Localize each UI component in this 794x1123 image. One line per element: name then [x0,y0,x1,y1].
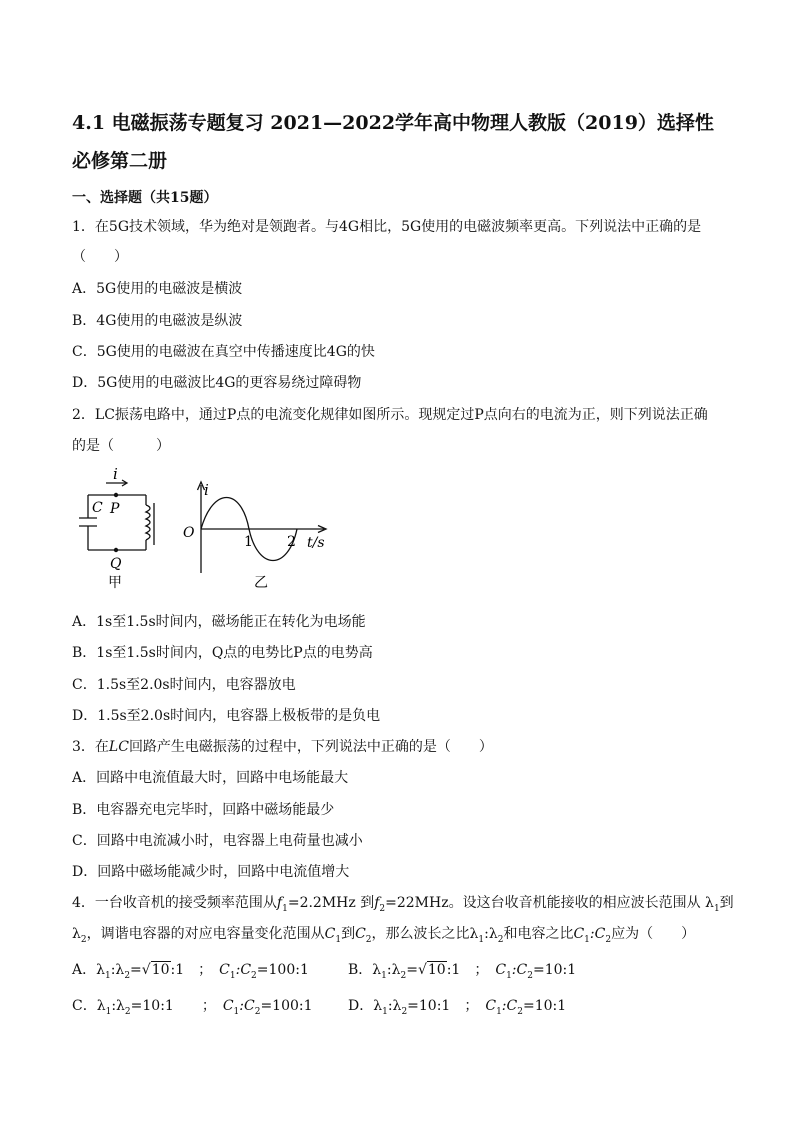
q4-opt-text: A．λ [72,962,105,978]
q3-option-a: A．回路中电流值最大时，回路中电场能最大 [72,770,349,786]
q4-c: C [219,962,230,978]
q4-opt-text: =10:1 ； [407,998,472,1014]
q4-c: :C [501,998,518,1014]
q4-opt-text: = [406,962,418,978]
q4-option-b: B．$\lambda_1:\lambda_2=√10:1$ ； $C_1:C_2=10:1$ [348,962,577,981]
q4-sub: 2 [251,970,257,981]
q4-opt-text: =10:1 [532,962,577,978]
q4-opt-text: =100:1 [256,962,309,978]
q3-option-b: B．电容器充电完毕时，回路中磁场能最少 [72,802,335,818]
q4-opt-text: :λ [386,962,401,978]
q3-option-d: D．回路中磁场能减少时，回路中电流值增大 [72,864,350,880]
q4-option-a: A．$\lambda_1:\lambda_2=√10:1$ ； $C_1:C_2=100:1$ [72,962,309,981]
q4-sub: 2 [401,1006,408,1017]
current-time-graph [198,482,327,573]
q2-figure [66,465,346,595]
q4-c: :C [511,962,528,978]
point-q [114,548,118,552]
q4-sub: 2 [497,934,504,945]
axis-i-label: i [204,481,209,499]
q2-stem-line1: 2．LC振荡电路中，通过P点的电流变化规律如图所示。现规定过P点向右的电流为正，则下列说法正确 [72,407,708,423]
q4-sub: 2 [517,1006,523,1017]
q4-opt-text: B．λ [348,962,382,978]
q1-option-a: A．5G使用的电磁波是横波 [72,281,243,297]
q4-c: C [222,998,234,1014]
capacitor-label: C [92,500,103,516]
q4-sub: 1 [478,934,485,945]
q4-opt-text: =10:1 [522,998,567,1014]
q4-sub: 2 [254,1006,261,1017]
q4-sub: 1 [496,1006,502,1017]
q4-sqrt: 10 [427,962,446,978]
q3-stem-prefix: 3．在 [72,739,109,755]
section-heading: 一、选择题（共15题） [72,190,218,206]
q4-c: :C [235,962,252,978]
q1-stem-line2: （ ） [72,249,128,265]
caption-jia: 甲 [108,575,122,591]
q4-sub: 1 [381,970,387,981]
q2-option-b: B．1s至1.5s时间内，Q点的电势比P点的电势高 [72,645,373,661]
q4-sub: 1 [105,1006,112,1017]
q4-sub: 2 [124,970,131,981]
q4-sub: 2 [124,1006,131,1017]
q4-f2: f [374,895,380,911]
q4-text: λ [72,926,81,942]
q4-opt-text: :λ [111,998,125,1014]
q4-text: =22MHz。设这台收音机能接收的相应波长范围从 λ [385,895,714,911]
q4-text: ，调谐电容器的对应电容量变化范围从 [86,926,325,942]
q2-stem-line2: 的是（ ） [72,438,170,454]
q4-c: C [495,962,507,978]
q4-text: ，那么波长之比λ [371,926,479,942]
q2-option-d: D．1.5s至2.0s时间内，电容器上极板带的是负电 [72,708,381,724]
q4-sub: 1 [233,1006,240,1017]
q4-opt-text: C．λ [72,998,106,1014]
q-label: Q [110,556,122,572]
q4-sub: 2 [605,934,612,945]
q4-sub: 1 [382,1006,388,1017]
q4-text: :λ [484,926,498,942]
q4-sub: 2 [527,970,533,981]
caption-yi: 乙 [254,575,268,591]
q1-option-d: D．5G使用的电磁波比4G的更容易绕过障碍物 [72,375,362,391]
q4-c2-sub: 2 [365,934,372,945]
q4-text: 到 [719,895,734,911]
tick-2: 2 [287,534,296,550]
q3-option-c: C．回路中电流减小时，电容器上电荷量也减小 [72,833,363,849]
q4-text: =2.2MHz 到 [287,895,375,911]
q4-stem-line1 [72,893,734,919]
q4-opt-text: :λ [387,998,402,1014]
q4-c: C [573,926,585,942]
q4-option-d [348,996,566,1022]
q4-c: :C [239,998,255,1014]
q2-option-a: A．1s至1.5s时间内，磁场能正在转化为电场能 [72,614,366,630]
q4-c2: C [355,926,366,942]
q4-opt-text: = [130,962,142,978]
q4-sub: 1 [229,970,236,981]
point-p [114,493,118,497]
current-label: i [113,465,118,483]
q4-opt-text: D．λ [348,998,383,1014]
q4-text: 4．一台收音机的接受频率范围从 [72,895,277,911]
q4-opt-text: :λ [110,962,125,978]
q2-option-c: C．1.5s至2.0s时间内，电容器放电 [72,677,296,693]
q4-opt-text: :1 ； [446,962,482,978]
q4-sub: 1 [713,903,720,914]
q4-text: 和电容之比 [503,926,574,942]
q4-c1: C [324,926,336,942]
q4-opt-text: :1 ； [170,962,206,978]
tick-1: 1 [244,534,253,550]
origin-label: O [183,525,195,541]
q4-sub: 1 [506,970,512,981]
q4-sub: 2 [400,970,407,981]
p-label: P [110,501,120,517]
q4-sub: 1 [104,970,111,981]
q4-c: :C [589,926,606,942]
q3-stem [72,737,493,757]
q1-option-b: B．4G使用的电磁波是纵波 [72,313,243,329]
q1-option-c: C．5G使用的电磁波在真空中传播速度比4G的快 [72,344,375,360]
q4-sub: 2 [80,934,87,945]
page-title: 4.1 电磁振荡专题复习 2021—2022学年高中物理人教版（2019）选择性必修第二册 [72,112,714,172]
q4-f2-sub: 2 [379,903,386,914]
q4-c1-sub: 1 [335,934,342,945]
q4-f1: f [276,895,283,911]
q3-stem-suffix: 回路产生电磁振荡的过程中，下列说法中正确的是（ ） [128,739,493,755]
axis-t-label: t/s [307,535,325,551]
q4-text: 应为（ ） [611,926,696,942]
q4-option-c [72,996,313,1022]
q4-sqrt: 10 [151,962,170,978]
q4-f1-sub: 1 [282,903,288,914]
q4-c: C [485,998,497,1014]
q4-opt-text: =100:1 [260,998,313,1014]
q1-stem-line1: 1．在5G技术领域，华为绝对是领跑者。与4G相比，5G使用的电磁波频率更高。下列说法中正确的是 [72,219,702,235]
q4-sub: 1 [584,934,590,945]
q4-stem-line2 [72,924,695,950]
q3-stem-lc: LC [108,739,129,755]
q4-opt-text: =10:1 ； [130,998,209,1014]
q4-text: 到 [341,926,356,942]
